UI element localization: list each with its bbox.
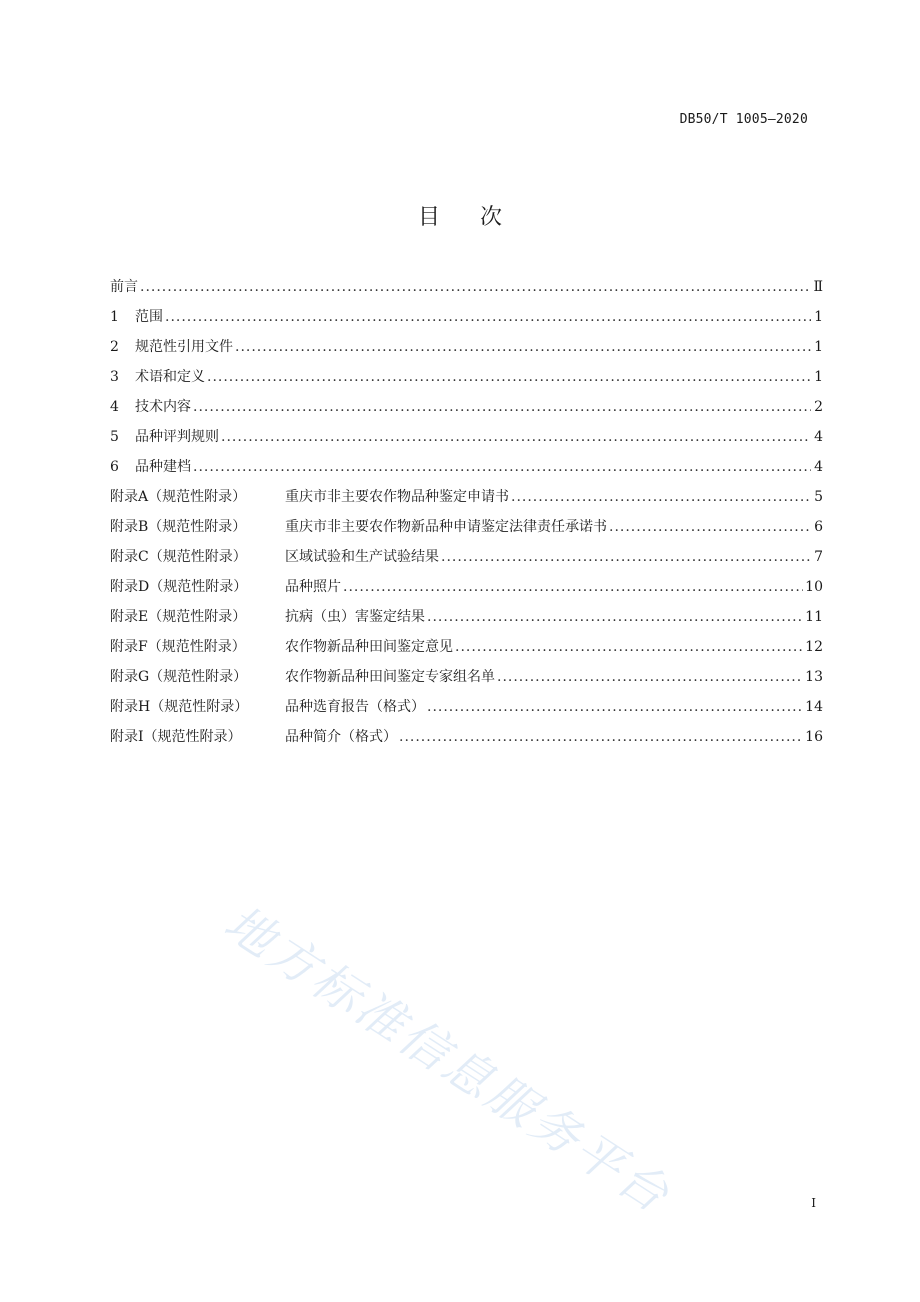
toc-entry-label: 品种选育报告（格式） [285,699,425,715]
toc-entry-label: 重庆市非主要农作物品种鉴定申请书 [285,489,509,505]
toc-entry-appendix-prefix: 附录H（规范性附录） [110,699,249,715]
toc-entry-appendix-prefix: 附录A（规范性附录） [110,489,247,505]
toc-entry[interactable] [110,606,823,636]
toc-dot-leader [221,429,811,445]
toc-entry-page: 7 [814,549,823,565]
toc-entry-label: 品种简介（格式） [285,729,397,745]
toc-dot-leader [399,729,803,745]
toc-entry-label: 品种照片 [285,579,341,595]
toc-dot-leader [511,489,811,505]
toc-title: 目次 [417,205,542,230]
toc-entry-label: 前言 [110,279,138,295]
toc-entry-label: 范围 [135,309,163,325]
toc-entry-number: 4 [110,399,119,415]
toc-dot-leader [441,549,811,565]
toc-entry[interactable] [110,636,823,666]
toc-entry[interactable] [110,516,823,546]
toc-entry-page: 4 [814,459,823,475]
toc-entry-page: 1 [814,309,823,325]
toc-entry[interactable] [110,666,823,696]
toc-entry-label: 规范性引用文件 [135,339,233,355]
toc-entry[interactable] [110,576,823,606]
toc-entry-appendix-prefix: 附录G（规范性附录） [110,669,248,685]
table-of-contents [110,276,823,756]
toc-entry-appendix-prefix: 附录F（规范性附录） [110,639,246,655]
toc-dot-leader [609,519,811,535]
toc-entry-page: 16 [805,729,823,745]
toc-entry-number: 3 [110,369,119,385]
toc-entry-page: 14 [805,699,823,715]
toc-dot-leader [140,279,811,295]
toc-entry-page: 12 [805,639,823,655]
toc-entry-appendix-prefix: 附录D（规范性附录） [110,579,248,595]
toc-dot-leader [427,699,803,715]
toc-entry-label: 品种建档 [135,459,191,475]
toc-entry-label: 重庆市非主要农作物新品种申请鉴定法律责任承诺书 [285,519,607,535]
toc-dot-leader [165,309,811,325]
toc-entry-page: 2 [814,399,823,415]
toc-entry[interactable] [110,486,823,516]
toc-entry-number: 6 [110,459,119,475]
toc-entry-number: 1 [110,309,119,325]
toc-entry[interactable] [110,426,823,456]
toc-entry[interactable] [110,396,823,426]
toc-dot-leader [497,669,803,685]
toc-entry-label: 术语和定义 [135,369,205,385]
toc-entry[interactable] [110,726,823,756]
toc-entry-page: Ⅱ [813,279,823,295]
toc-entry-page: 5 [814,489,823,505]
toc-entry[interactable] [110,456,823,486]
toc-entry-page: 1 [814,369,823,385]
toc-entry-label: 抗病（虫）害鉴定结果 [285,609,425,625]
toc-entry-appendix-prefix: 附录E（规范性附录） [110,609,247,625]
toc-entry-label: 农作物新品种田间鉴定意见 [285,639,453,655]
toc-entry[interactable] [110,276,823,306]
toc-entry[interactable] [110,336,823,366]
toc-entry-appendix-prefix: 附录I（规范性附录） [110,729,242,745]
toc-entry-number: 2 [110,339,119,355]
toc-entry-label: 农作物新品种田间鉴定专家组名单 [285,669,495,685]
toc-dot-leader [455,639,803,655]
toc-entry-appendix-prefix: 附录C（规范性附录） [110,549,247,565]
toc-entry[interactable] [110,696,823,726]
watermark: 地方标准信息服务平台 [214,894,681,1225]
toc-entry-appendix-prefix: 附录B（规范性附录） [110,519,247,535]
toc-dot-leader [343,579,803,595]
page-number: I [811,1196,816,1210]
toc-entry-page: 13 [805,669,823,685]
toc-entry-label: 技术内容 [135,399,191,415]
toc-entry-page: 6 [814,519,823,535]
toc-dot-leader [193,399,811,415]
toc-dot-leader [235,339,811,355]
toc-entry[interactable] [110,306,823,336]
toc-entry-page: 10 [805,579,823,595]
toc-entry-page: 11 [805,609,823,625]
toc-entry-page: 1 [814,339,823,355]
toc-entry[interactable] [110,366,823,396]
document-code: DB50/T 1005—2020 [679,112,808,127]
toc-dot-leader [427,609,803,625]
toc-entry-label: 品种评判规则 [135,429,219,445]
toc-entry-page: 4 [814,429,823,445]
toc-entry-number: 5 [110,429,119,445]
toc-dot-leader [207,369,811,385]
toc-entry[interactable] [110,546,823,576]
toc-dot-leader [193,459,811,475]
toc-entry-label: 区域试验和生产试验结果 [285,549,439,565]
